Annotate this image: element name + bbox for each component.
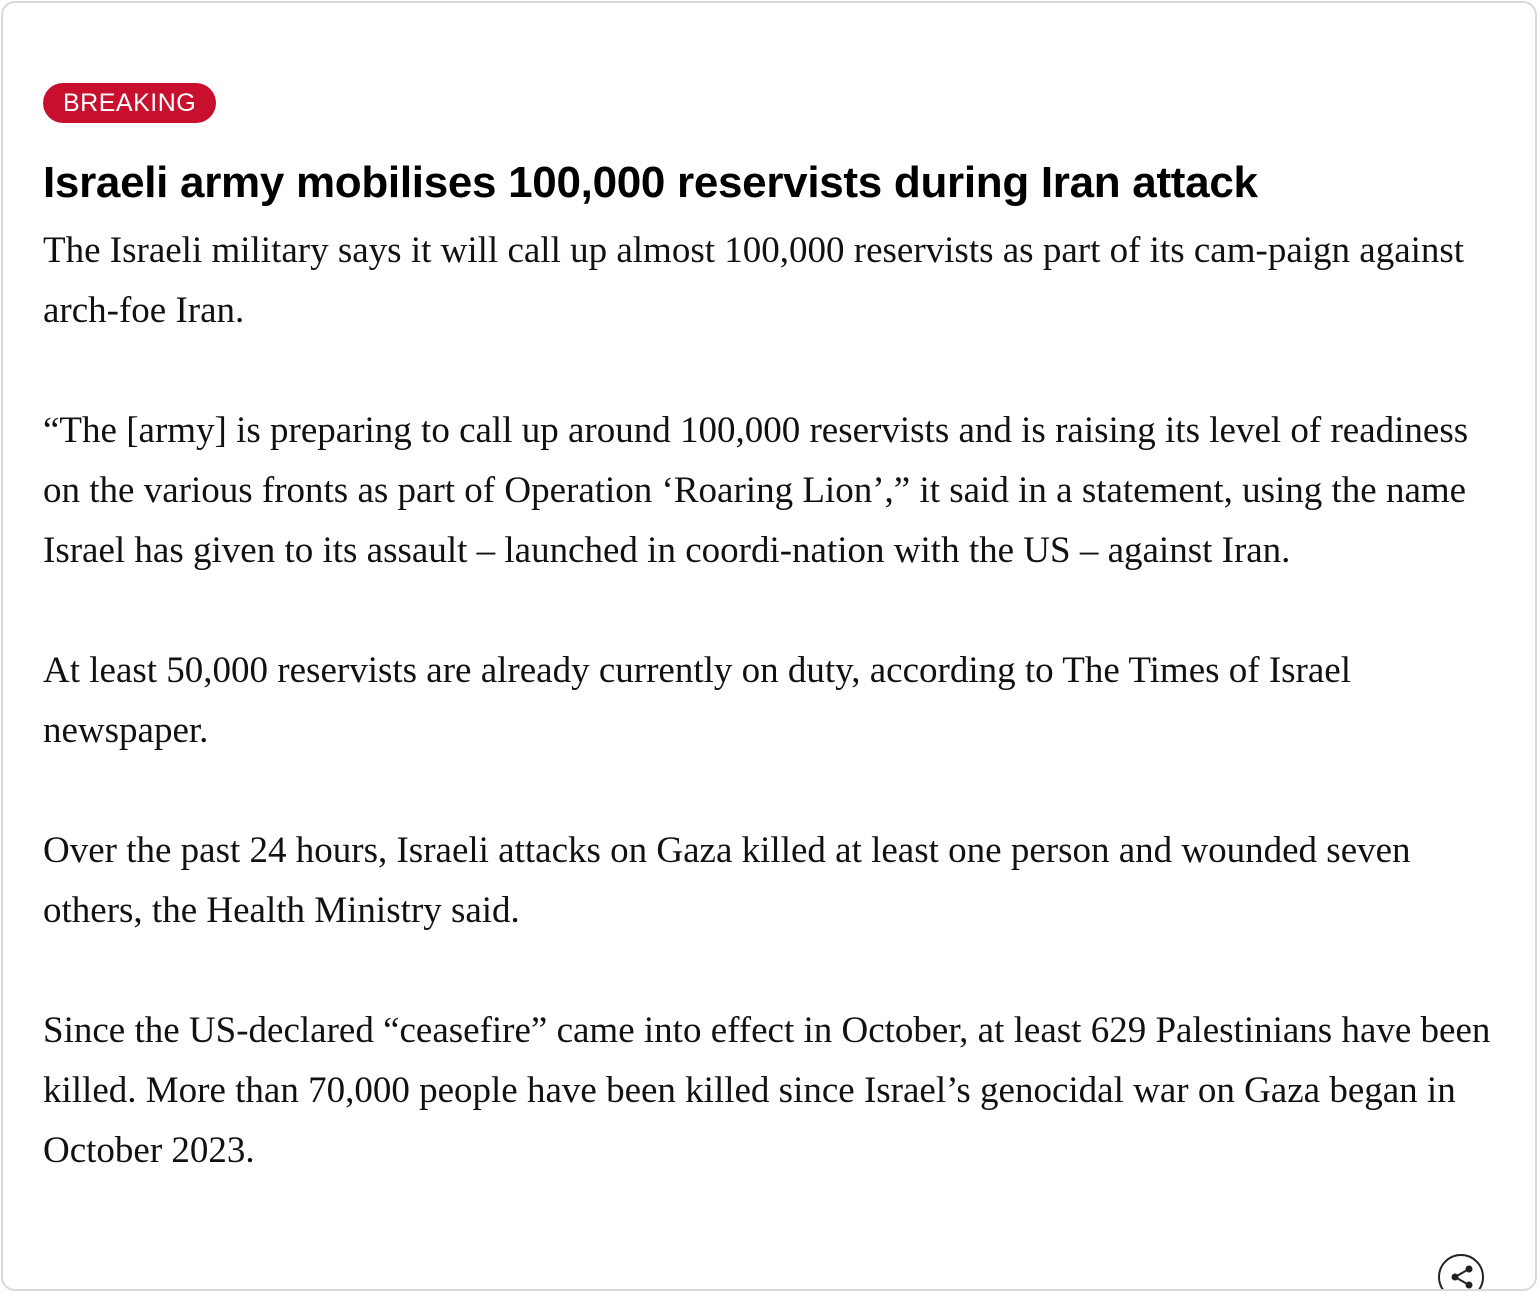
share-button[interactable] [1438,1254,1484,1291]
share-icon [1449,1263,1475,1291]
paragraph: At least 50,000 reservists are already currently on duty, according to The Times of Israel newspaper. [43,650,1352,751]
paragraph: “The [army] is preparing to call up around 100,000 reservists and is raising its level of readiness on the various fronts as part of Operation ‘Roaring Lion’,” it said in a statement, using the name Israel has given to its assault – launched in coordi-nation with the US – against Iran. [43,410,1469,571]
paragraph: Since the US-declared “ceasefire” came into effect in October, at least 629 Palestinians have been killed. More than 70,000 people have been killed since Israel’s genocidal war on Gaza began in October 2023. [43,1010,1491,1171]
headline: Israeli army mobilises 100,000 reservists during Iran attack [43,158,1258,207]
article-body [43,221,1503,1241]
paragraph: The Israeli military says it will call up almost 100,000 reservists as part of its cam-paign against arch-foe Iran. [43,230,1465,331]
live-update-card [1,1,1537,1291]
paragraph: Over the past 24 hours, Israeli attacks on Gaza killed at least one person and wounded seven others, the Health Ministry said. [43,830,1411,931]
breaking-badge: BREAKING [43,83,216,123]
